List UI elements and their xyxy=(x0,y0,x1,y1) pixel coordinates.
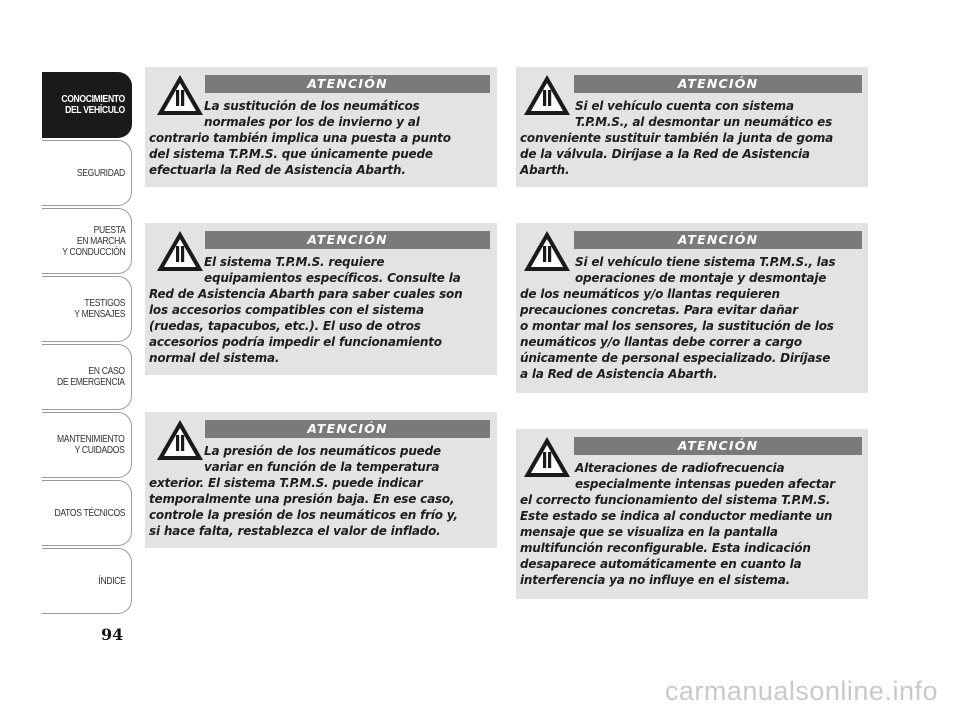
warning-text: Si el vehículo cuenta con sistema T.P.M.S., al desmontar un neumático es conveniente sustituir también la junta de goma de la válvula. Diríjase a la Red de Asistencia Abarth. xyxy=(520,99,834,177)
warning-text: El sistema T.P.M.S. requiere equipamientos específicos. Consulte la Red de Asistencia Abarth para saber cuales son los accesorios compatibles con el sistema (ruedas, tapacubos, etc.). El uso de otros accesorios podría impedir el funcionamiento normal del sistema. xyxy=(149,255,463,365)
warning-box xyxy=(516,223,868,393)
warning-box xyxy=(516,429,868,599)
warning-header: ATENCIÓN xyxy=(574,231,862,249)
tab-puesta-en-marcha[interactable]: PUESTA EN MARCHA Y CONDUCCIÓN xyxy=(42,208,132,274)
warning-box xyxy=(516,67,868,187)
warning-header: ATENCIÓN xyxy=(574,437,862,455)
warning-text: Alteraciones de radiofrecuencia especialmente intensas pueden afectar el correcto funcionamiento del sistema T.P.M.S. Este estado se indica al conductor mediante un mensaje que se visualiza en la pantalla multifunción reconfigurable. Esta indicación desaparece automáticamente en cuanto la interferencia ya no influye en el sistema. xyxy=(520,461,835,587)
tab-datos-tecnicos[interactable]: DATOS TÉCNICOS xyxy=(42,480,132,546)
tab-indice[interactable]: ÍNDICE xyxy=(42,548,132,614)
warning-text: La sustitución de los neumáticos normales por los de invierno y al contrario también implica una puesta a punto del sistema T.P.M.S. que únicamente puede efectuarla la Red de Asistencia Abarth. xyxy=(149,99,451,177)
tab-en-caso-de-emergencia[interactable]: EN CASO DE EMERGENCIA xyxy=(42,344,132,410)
warning-header: ATENCIÓN xyxy=(205,75,490,93)
warning-box xyxy=(145,223,497,375)
tab-mantenimiento-y-cuidados[interactable]: MANTENIMIENTO Y CUIDADOS xyxy=(42,412,132,478)
page-number: 94 xyxy=(101,625,124,644)
tab-testigos-y-mensajes[interactable]: TESTIGOS Y MENSAJES xyxy=(42,276,132,342)
tab-conocimiento-del-vehiculo[interactable]: CONOCIMIENTO DEL VEHÍCULO xyxy=(42,72,132,138)
warning-box xyxy=(145,412,497,548)
warning-header: ATENCIÓN xyxy=(574,75,862,93)
warning-header: ATENCIÓN xyxy=(205,420,490,438)
warning-header: ATENCIÓN xyxy=(205,231,490,249)
tab-seguridad[interactable]: SEGURIDAD xyxy=(42,140,132,206)
watermark: carmanualsonline.info xyxy=(664,676,938,706)
warning-text: La presión de los neumáticos puede variar en función de la temperatura exterior. El sistema T.P.M.S. puede indicar temporalmente una presión baja. En ese caso, controle la presión de los neumáticos en frío y, si hace falta, restablezca el valor de inflado. xyxy=(149,444,458,538)
warning-text: Si el vehículo tiene sistema T.P.M.S., las operaciones de montaje y desmontaje de los neumáticos y/o llantas requieren precauciones concretas. Para evitar dañar o montar mal los sensores, la sustitución de los neumáticos y/o llantas debe correr a cargo únicamente de personal especializado. Diríjase a la Red de Asistencia Abarth. xyxy=(520,255,836,381)
warning-box xyxy=(145,67,497,187)
